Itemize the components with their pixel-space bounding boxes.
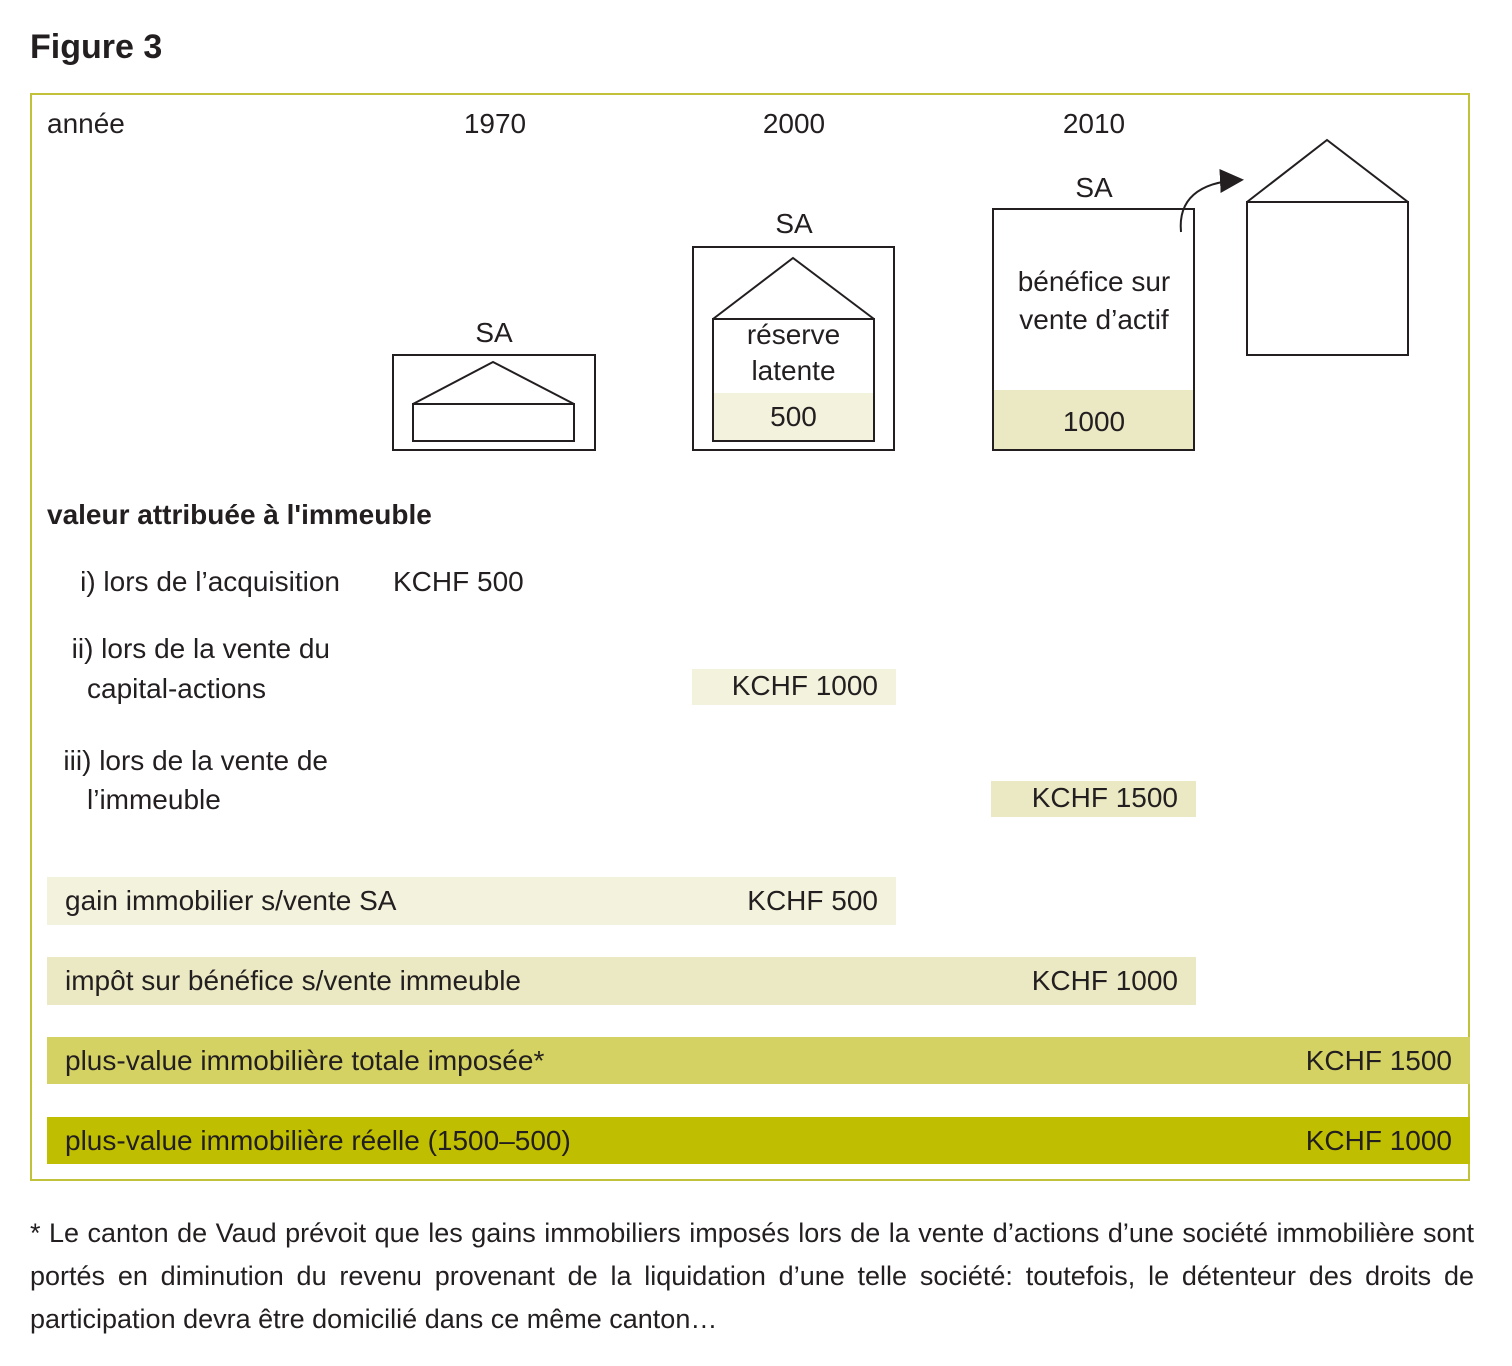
summary-bar-sa-gain (47, 877, 896, 925)
valuation-heading: valeur attribuée à l'immeuble (47, 499, 432, 530)
summary-bar-profit-tax (47, 957, 1196, 1005)
summary-bar-label: gain immobilier s/vente SA (65, 885, 397, 916)
sold-building-body (1247, 202, 1408, 355)
summary-bar-value: KCHF 1000 (1305, 1124, 1452, 1156)
summary-bar-value: KCHF 500 (747, 885, 878, 916)
sa-label-1970: SA (475, 317, 513, 348)
summary-bar-label: plus-value immobilière totale imposée* (65, 1044, 545, 1076)
summary-bar-value: KCHF 1000 (1031, 965, 1178, 996)
figure-title: Figure 3 (30, 28, 163, 66)
valuation-row-3-label-line2: l’immeuble (87, 784, 221, 815)
summary-bar-value: KCHF 1500 (1305, 1044, 1452, 1076)
valuation-row-3-label-line1: iii) lors de la vente de (63, 745, 328, 776)
profit-value: 1000 (1062, 406, 1126, 437)
summary-bar-label: impôt sur bénéfice s/vente immeuble (65, 965, 521, 996)
latent-reserve-line2: latente (751, 355, 836, 386)
summary-bar-real-gain (47, 1117, 1470, 1164)
building-body-1970 (413, 404, 574, 441)
year-1970: 1970 (463, 108, 527, 139)
year-label: année (47, 108, 125, 139)
summary-bar-total-taxed (47, 1037, 1470, 1084)
valuation-row-1-label: i) lors de l’acquisition (80, 566, 340, 597)
valuation-row-2-label-line1: ii) lors de la vente du (71, 633, 330, 664)
year-2010: 2010 (1062, 108, 1126, 139)
valuation-row-2-label-line2: capital-actions (87, 673, 266, 704)
summary-bar-label: plus-value immobilière réelle (1500–500) (65, 1124, 571, 1156)
sa-label-2000: SA (775, 208, 813, 239)
footnote: * Le canton de Vaud prévoit que les gains immobiliers imposés lors de la vente d’actions d’une société immobilière sont portés en diminution du revenu provenant de la liquidation d’une telle société: toutefois, le détenteur des droits de participation devra être domicilié dans ce même canton… (30, 1218, 1474, 1334)
latent-reserve-line1: réserve (746, 319, 841, 350)
latent-reserve-value: 500 (770, 401, 817, 432)
valuation-row-3-value: KCHF 1500 (991, 781, 1196, 817)
sa-label-2010: SA (1075, 172, 1113, 203)
profit-line1: bénéfice sur (1017, 266, 1171, 297)
year-2000: 2000 (762, 108, 826, 139)
sold-building-roof (1247, 140, 1408, 202)
valuation-row-1-value: KCHF 500 (393, 566, 524, 597)
profit-line2: vente d’actif (1019, 304, 1169, 335)
valuation-row-2-value: KCHF 1000 (692, 669, 896, 705)
